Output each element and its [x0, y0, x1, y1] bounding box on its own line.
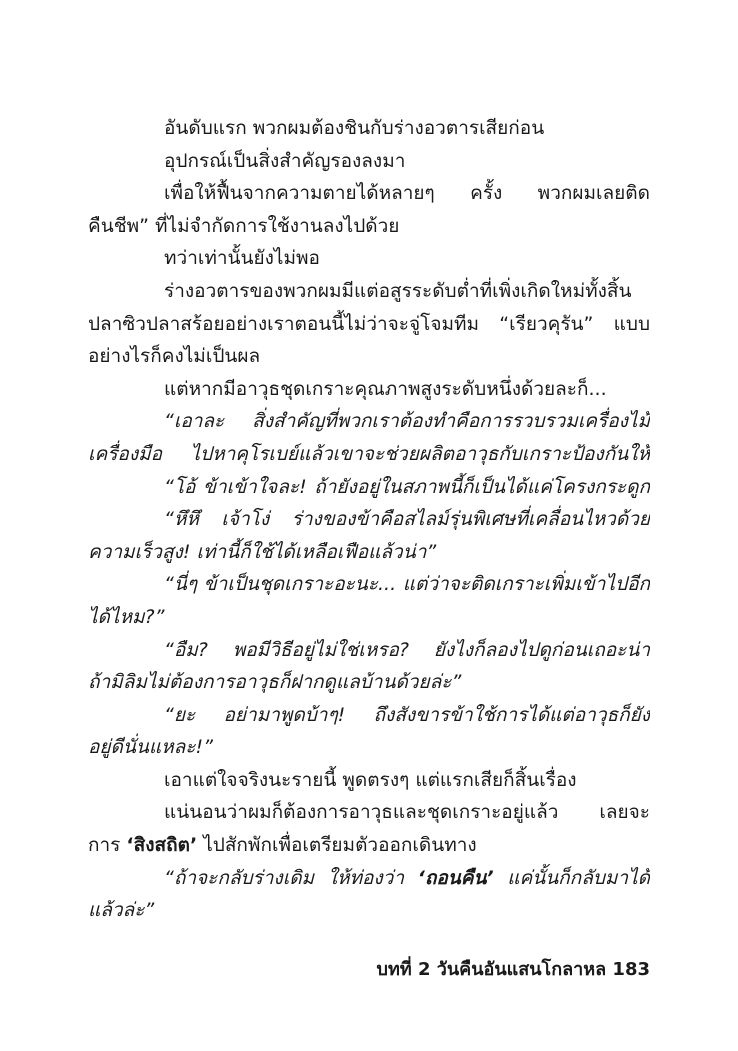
text-line: “ถ้าจะกลับร่างเดิม ให้ท่องว่า ‘ถอนคืน’ แค่นั้นก็กลับมาได้ [164, 866, 650, 889]
chapter-title: บทที่ 2 วันคืนอันแสนโกลาหล [376, 959, 607, 980]
text-line: การ ‘สิงสถิต’ ไปสักพักเพื่อเตรียมตัวออกเดินทาง [88, 834, 477, 857]
text-line: อุปกรณ์เป็นสิ่งสำคัญรองลงมา [164, 149, 406, 172]
emphasized-term: ‘สิงสถิต’ [126, 834, 198, 857]
body-text [88, 112, 650, 927]
page-number: 183 [612, 959, 650, 980]
text-line: คืนชีพ” ที่ไม่จำกัดการใช้งานลงไปด้วย [88, 214, 400, 237]
text-line: “เอาละ สิ่งสำคัญที่พวกเราต้องทำคือการรวบรวมเครื่องไม้ [164, 410, 650, 433]
text-line: “นี่ๆ ข้าเป็นชุดเกราะอะนะ... แต่ว่าจะติดเกราะเพิ่มเข้าไปอีก [164, 573, 650, 596]
text-line: ได้ไหม?” [88, 605, 165, 628]
text-line: “โอ้ ข้าเข้าใจละ! ถ้ายังอยู่ในสภาพนี้ก็เป็นได้แค่โครงกระดูก [164, 475, 650, 498]
text-line: อย่างไรก็คงไม่เป็นผล [88, 345, 261, 368]
text-line: ปลาซิวปลาสร้อยอย่างเราตอนนี้ไม่ว่าจะจู่โจมทีม “เรียวคุรัน” แบบ [88, 312, 650, 335]
text-line: แน่นอนว่าผมก็ต้องการอาวุธและชุดเกราะอยู่แล้ว เลยจะ [164, 801, 650, 824]
text-line: “ยะ อย่ามาพูดบ้าๆ! ถึงสังขารข้าใช้การได้แต่อาวุธก็ยัง [164, 703, 650, 726]
text-line: ร่างอวตารของพวกผมมีแต่อสูรระดับต่ำที่เพิ่งเกิดใหม่ทั้งสิ้น [164, 279, 632, 302]
text-line: “หึหึ เจ้าโง่ ร่างของข้าคือสไลม์รุ่นพิเศษที่เคลื่อนไหวด้วย [164, 508, 650, 531]
text-line: เอาแต่ใจจริงนะรายนี้ พูดตรงๆ แต่แรกเสียก็สิ้นเรื่อง [164, 768, 577, 791]
text-line: อยู่ดีนั่นแหละ!” [88, 736, 213, 759]
text-line: เพื่อให้ฟื้นจากความตายได้หลายๆ ครั้ง พวกผมเลยติด [164, 182, 650, 205]
text-line: เครื่องมือ ไปหาคุโรเบย์แล้วเขาจะช่วยผลิตอาวุธกับเกราะป้องกันให้ [88, 442, 650, 465]
text-line: ทว่าเท่านั้นยังไม่พอ [164, 247, 320, 270]
text-line: แล้วล่ะ” [88, 899, 155, 922]
page-footer [377, 956, 650, 984]
text-line: ถ้ามิลิมไม่ต้องการอาวุธก็ฝากดูแลบ้านด้วยล่ะ” [88, 671, 462, 694]
text-line: อันดับแรก พวกผมต้องชินกับร่างอวตารเสียก่อน [164, 117, 545, 139]
emphasized-term: ‘ถอนคืน’ [417, 866, 494, 889]
text-line: ความเร็วสูง! เท่านี้ก็ใช้ได้เหลือเฟือแล้วน่า” [88, 540, 437, 563]
text-line: “อืม? พอมีวิธีอยู่ไม่ใช่เหรอ? ยังไงก็ลองไปดูก่อนเถอะน่า [164, 638, 650, 661]
text-line: แต่หากมีอาวุธชุดเกราะคุณภาพสูงระดับหนึ่งด้วยละก็... [164, 377, 607, 400]
